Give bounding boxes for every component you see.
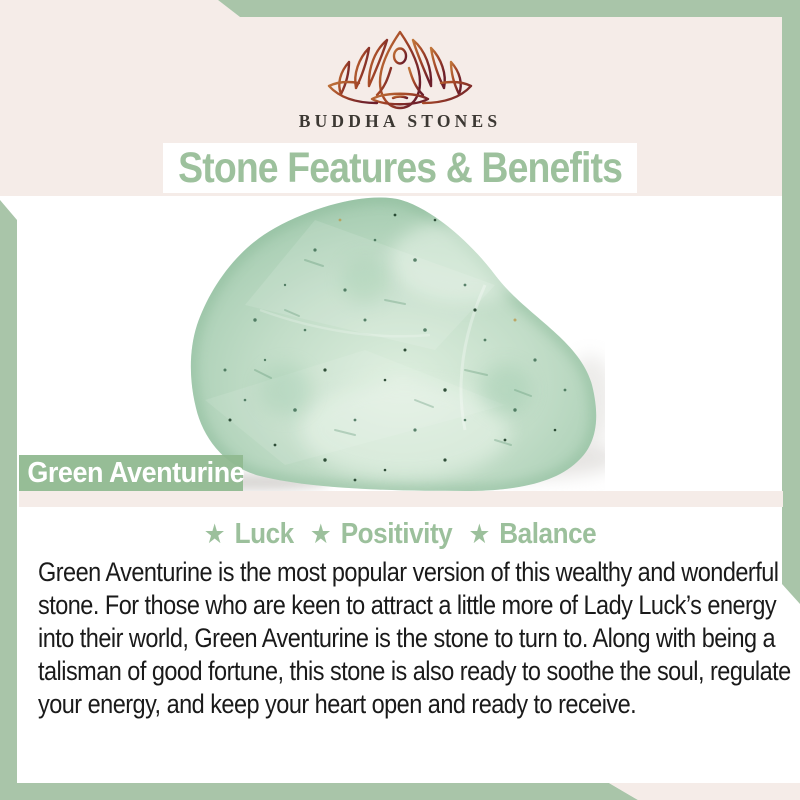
buddha-stones-lotus-logo [325,26,475,114]
brand-name: BUDDHA STONES [298,111,502,131]
lotus-petal-right-outer [451,62,461,94]
feature-label: Luck [234,517,294,550]
star-icon: ★ [309,518,332,549]
star-icon: ★ [468,518,491,549]
page-title: Stone Features & Benefits [178,143,622,192]
feature-item [310,518,452,551]
title-band [163,143,637,193]
features-list [204,518,596,551]
divider-strip [19,491,783,507]
stone-name-band [19,455,243,492]
lotus-petal-left-outer [339,62,349,94]
green-aventurine-stone-photo [165,190,605,492]
frame-left-strip [0,200,17,800]
description-line: stone. For those who are keen to attract a little more of Lady Luck’s energy [38,590,777,620]
features-row [0,513,800,555]
figure-hands [393,97,407,99]
feature-item [204,518,294,551]
description-line: your energy, and keep your heart open and ready to receive. [38,689,637,719]
star-icon: ★ [203,518,226,549]
feature-label: Balance [499,517,597,550]
description-line: Green Aventurine is the most popular version of this wealthy and wonderful [38,557,779,587]
description-line: into their world, Green Aventurine is the stone to turn to. Along with being a [38,623,776,653]
feature-item [468,518,596,551]
description-paragraph [38,556,791,721]
description-line: talisman of good fortune, this stone is also ready to soothe the soul, regulate [38,656,791,686]
feature-label: Positivity [340,517,453,550]
stone-name-label: Green Aventurine [27,457,245,489]
figure-head [394,49,406,64]
